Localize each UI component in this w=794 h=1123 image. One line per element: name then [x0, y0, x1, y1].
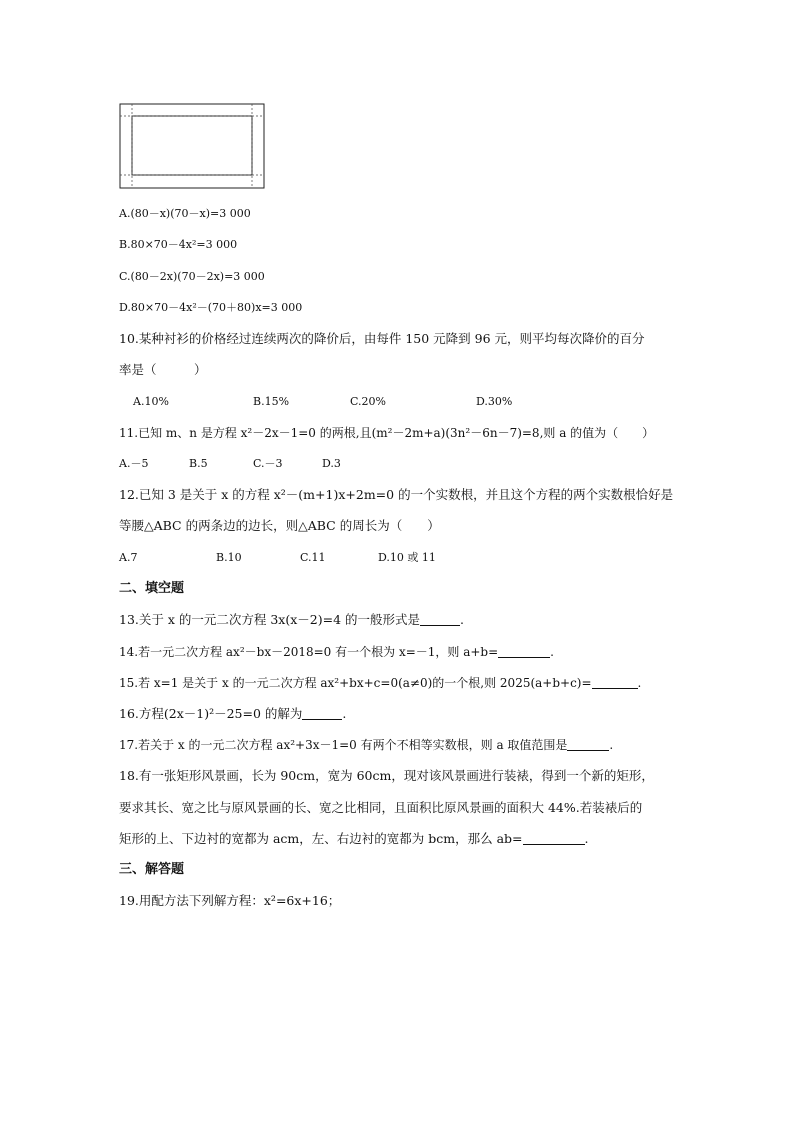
q12-text-line2: 等腰△ABC 的两条边的边长，则△ABC 的周长为（ ）	[119, 518, 440, 533]
q14	[119, 644, 554, 660]
q9-option-a: A.(80－x)(70－x)=3 000	[119, 207, 251, 220]
q15-answer-blank	[592, 676, 638, 689]
q18-line3	[119, 831, 589, 847]
q18-end: .	[584, 831, 589, 846]
q13-end: .	[460, 612, 464, 627]
q17	[119, 737, 613, 753]
q18-text-line1: 18.有一张矩形风景画，长为 90cm，宽为 60cm，现对该风景画进行装裱，得到一个新的矩形，	[119, 768, 654, 783]
q14-answer-blank	[498, 645, 550, 658]
q16-text: 16.方程(2x－1)²－25=0 的解为	[119, 706, 303, 721]
q11-option-d: D.3	[322, 457, 341, 470]
q15-end: .	[637, 676, 642, 690]
q17-answer-blank	[567, 738, 609, 751]
q16-end: .	[342, 706, 347, 721]
q18-text-line3: 矩形的上、下边衬的宽都为 acm，左、右边衬的宽都为 bcm，那么 ab=	[119, 831, 523, 846]
q15	[119, 675, 641, 691]
q18-answer-blank	[523, 832, 585, 845]
q12-option-d: D.10 或 11	[378, 551, 436, 564]
q11-option-a: A.－5	[119, 457, 149, 470]
q16	[119, 706, 346, 722]
q16-answer-blank	[302, 707, 342, 720]
q11-text: 11.已知 m、n 是方程 x²－2x－1=0 的两根,且(m²－2m+a)(3n²－6n－7)=8,则 a 的值为（ ）	[119, 426, 655, 440]
q12-option-c: C.11	[300, 551, 326, 564]
q18-text-line2: 要求其长、宽之比与原风景画的长、宽之比相同，且面积比原风景画的面积大 44%.若装裱后的	[119, 800, 643, 815]
q19-text: 19.用配方法下列解方程：x²=6x+16；	[119, 893, 341, 908]
q10-text-line1: 10.某种衬衫的价格经过连续两次的降价后，由每件 150 元降到 96 元，则平均每次降价的百分	[119, 331, 645, 346]
section-heading-solve: 三、解答题	[119, 862, 185, 877]
q10-option-a: A.10%	[133, 395, 169, 408]
q12-option-a: A.7	[119, 551, 138, 564]
rectangle-frame-figure	[119, 103, 265, 189]
q10-text-line2: 率是（ ）	[119, 362, 207, 377]
q11-option-b: B.5	[189, 457, 208, 470]
q9-option-b: B.80×70－4x²=3 000	[119, 238, 238, 251]
q12-text-line1: 12.已知 3 是关于 x 的方程 x²－(m+1)x+2m=0 的一个实数根，并且这个方程的两个实数根恰好是	[119, 487, 674, 502]
q11-option-c: C.－3	[253, 457, 283, 470]
q10-option-b: B.15%	[253, 395, 290, 408]
q14-end: .	[550, 645, 554, 659]
q13-answer-blank	[420, 613, 460, 626]
q12-option-b: B.10	[216, 551, 242, 564]
q13	[119, 612, 464, 628]
q14-text: 14.若一元二次方程 ax²－bx－2018=0 有一个根为 x=－1，则 a+b=	[119, 645, 499, 659]
q9-option-d: D.80×70－4x²－(70＋80)x=3 000	[119, 301, 303, 314]
q15-text: 15.若 x=1 是关于 x 的一元二次方程 ax²+bx+c=0(a≠0)的一个根,则 2025(a+b+c)=	[119, 676, 592, 690]
q10-option-c: C.20%	[350, 395, 386, 408]
q17-text: 17.若关于 x 的一元二次方程 ax²+3x－1=0 有两个不相等实数根，则 a 取值范围是	[119, 738, 568, 752]
q10-option-d: D.30%	[476, 395, 513, 408]
q13-text: 13.关于 x 的一元二次方程 3x(x－2)=4 的一般形式是	[119, 612, 421, 627]
q17-end: .	[609, 738, 614, 752]
q9-option-c: C.(80－2x)(70－2x)=3 000	[119, 270, 265, 283]
section-heading-fill-in: 二、填空题	[119, 581, 185, 596]
